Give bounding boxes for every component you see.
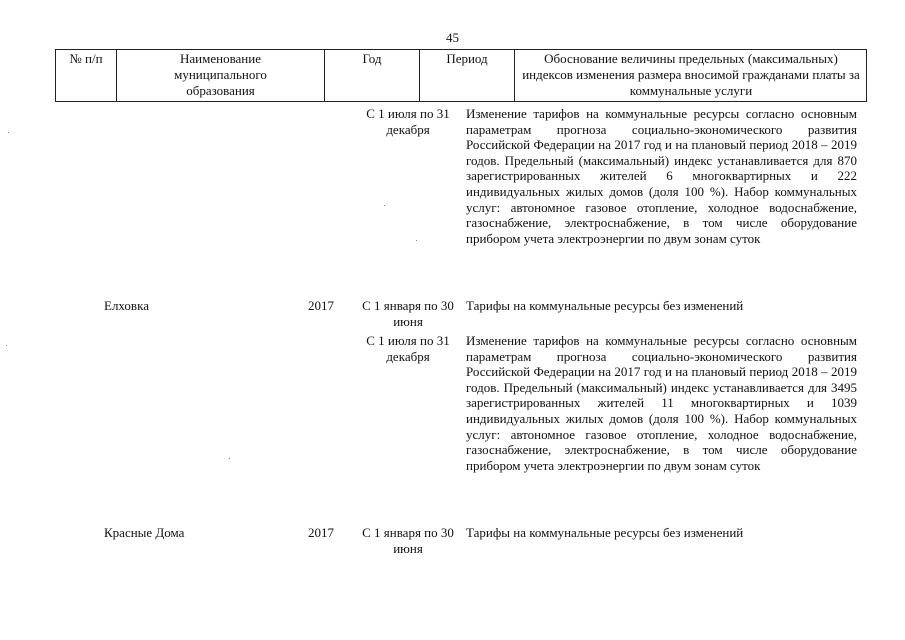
header-col-period: Период: [446, 51, 488, 66]
row-municipality-name: Елховка: [104, 298, 149, 313]
row-period: С 1 января по 30 июня: [362, 298, 454, 329]
row-period: С 1 января по 30 июня: [362, 525, 454, 556]
scan-speck: [384, 205, 385, 206]
header-col-name: Наименование муниципального образования: [174, 51, 267, 98]
row-year: 2017: [308, 525, 334, 540]
row-municipality-name: Красные Дома: [104, 525, 185, 540]
scan-speck: [6, 345, 7, 346]
row-reason: Изменение тарифов на коммунальные ресурсы согласно основным параметрам прогноза социально-экономического развития Российской Федерации на 2017 год и на плановый период 2018 – 2019 годов. Предельный (максимальный) индекс устанавливается для 3495 зарегистрированных жителей 11 многоквартирных и 1039 индивидуальных жилых домов (доля 100 %). Набор коммунальных услуг: автономное газовое отопление, холодное водоснабжение, газоснабжение, электроснабжение, в том числе оборудование прибором учета электроэнергии по двум зонам суток: [466, 333, 857, 473]
row-reason: Тарифы на коммунальные ресурсы без изменений: [466, 298, 744, 313]
page-number: 45: [446, 30, 459, 45]
header-col-reason: Обоснование величины предельных (максимальных) индексов изменения размера вносимой гражданами платы за коммунальные услуги: [522, 51, 860, 98]
scan-speck: [229, 458, 230, 459]
header-col-year: Год: [362, 51, 382, 66]
row-reason: Изменение тарифов на коммунальные ресурсы согласно основным параметрам прогноза социально-экономического развития Российской Федерации на 2017 год и на плановый период 2018 – 2019 годов. Предельный (максимальный) индекс устанавливается для 870 зарегистрированных жителей 6 многоквартирных и 222 индивидуальных жилых домов (доля 100 %). Набор коммунальных услуг: автономное газовое отопление, холодное водоснабжение, газоснабжение, электроснабжение, в том числе оборудование прибором учета электроэнергии по двум зонам суток: [466, 106, 857, 246]
header-col-number: № п/п: [69, 51, 103, 66]
row-period: С 1 июля по 31 декабря: [366, 333, 450, 364]
scan-speck: [416, 240, 417, 241]
table-header: [55, 49, 867, 102]
row-period: С 1 июля по 31 декабря: [366, 106, 450, 137]
scan-speck: [8, 132, 9, 133]
row-reason: Тарифы на коммунальные ресурсы без изменений: [466, 525, 744, 540]
row-year: 2017: [308, 298, 334, 313]
